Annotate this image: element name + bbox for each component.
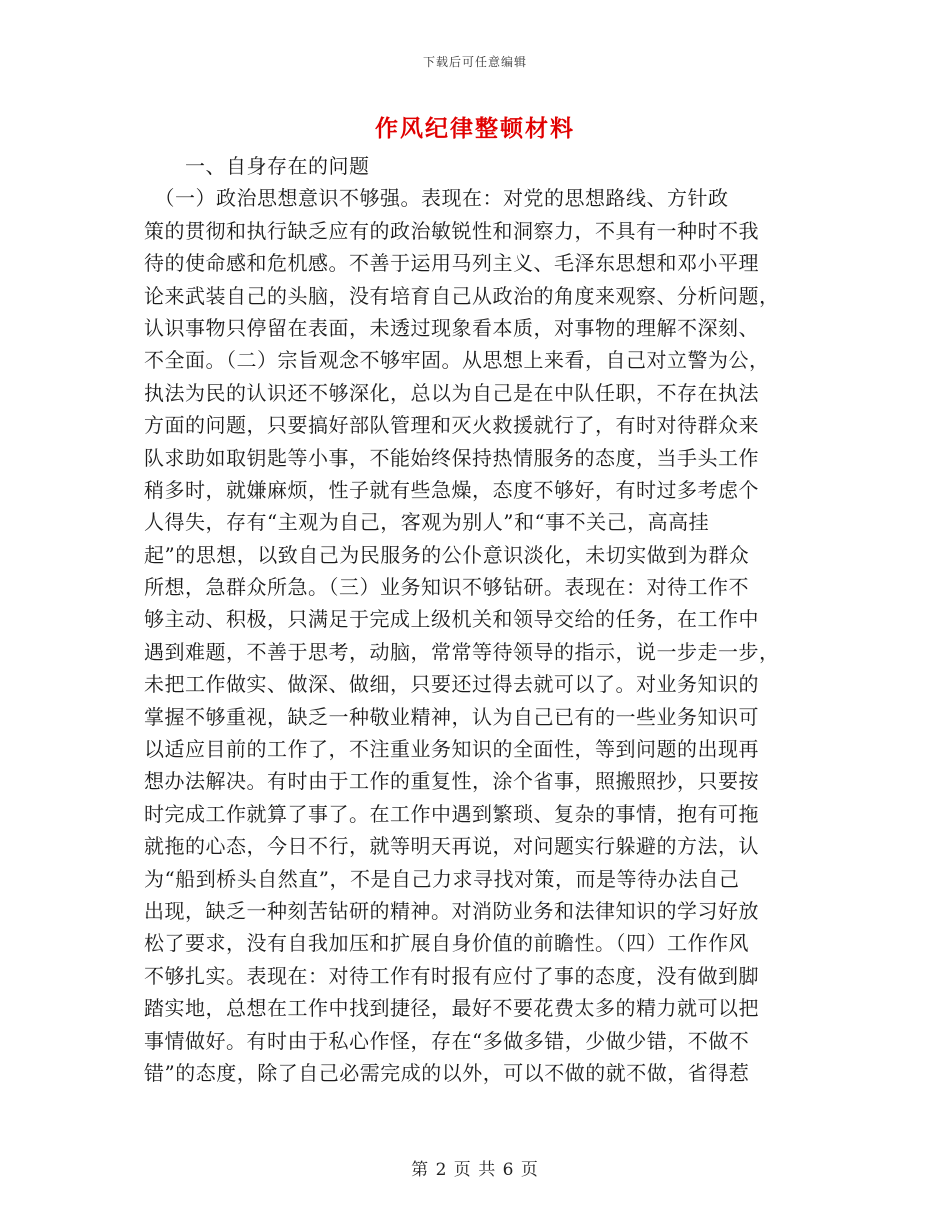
body-line: 就拖的心态，今日不行，就等明天再说，对问题实行躲避的方法，认 (144, 834, 759, 859)
body-line: 论来武装自己的头脑，没有培育自己从政治的角度来观察、分析问题， (144, 283, 780, 308)
body-line: 所想，急群众所急。（三）业务知识不够钻研。表现在：对待工作不 (144, 575, 749, 600)
body-line: 遇到难题，不善于思考，动脑，常常等待领导的指示，说一步走一步， (144, 639, 780, 664)
body-line: 时完成工作就算了事了。在工作中遇到繁琐、复杂的事情，抱有可拖 (144, 801, 759, 826)
body-line: 策的贯彻和执行缺乏应有的政治敏锐性和洞察力，不具有一种时不我 (144, 218, 759, 243)
body-line: 出现，缺乏一种刻苦钻研的精神。对消防业务和法律知识的学习好放 (144, 898, 759, 923)
header-note: 下载后可任意编辑 (422, 55, 527, 69)
body-line: 松了要求，没有自我加压和扩展自身价值的前瞻性。（四）工作作风 (144, 931, 749, 956)
body-line: 人得失，存有“主观为自己，客观为别人”和“事不关己，高高挂 (144, 510, 710, 535)
body-line: 掌握不够重视，缺乏一种敬业精神，认为自己已有的一些业务知识可 (144, 704, 759, 729)
body-line: 一、自身存在的问题 (144, 154, 370, 178)
body-line: 错”的态度，除了自己必需完成的以外，可以不做的就不做，省得惹 (144, 1060, 750, 1085)
document-body (144, 150, 804, 1089)
document-title: 作风纪律整顿材料 (375, 115, 575, 142)
body-line: 稍多时，就嫌麻烦，性子就有些急燥，态度不够好，有时过多考虑个 (144, 477, 759, 502)
body-line: 踏实地，总想在工作中找到捷径，最好不要花费太多的精力就可以把 (144, 996, 759, 1021)
body-line: （一）政治思想意识不够强。表现在：对党的思想路线、方针政 (144, 186, 729, 211)
body-line: 执法为民的认识还不够深化，总以为自己是在中队任职，不存在执法 (144, 380, 759, 405)
body-line: 不全面。（二）宗旨观念不够牢固。从思想上来看，自己对立警为公， (144, 348, 770, 373)
page-number-footer: 第 2 页 共 6 页 (411, 1160, 539, 1180)
body-line: 队求助如取钥匙等小事，不能始终保持热情服务的态度，当手头工作 (144, 445, 759, 470)
body-line: 未把工作做实、做深、做细，只要还过得去就可以了。对业务知识的 (144, 672, 759, 697)
body-line: 以适应目前的工作了，不注重业务知识的全面性，等到问题的出现再 (144, 737, 759, 762)
body-line: 不够扎实。表现在：对待工作有时报有应付了事的态度，没有做到脚 (144, 963, 759, 988)
body-line: 待的使命感和危机感。不善于运用马列主义、毛泽东思想和邓小平理 (144, 251, 759, 276)
body-line: 事情做好。有时由于私心作怪，存在“多做多错，少做少错，不做不 (144, 1028, 750, 1053)
body-line: 认识事物只停留在表面，未透过现象看本质，对事物的理解不深刻、 (144, 315, 759, 340)
body-line: 方面的问题，只要搞好部队管理和灭火救援就行了，有时对待群众来 (144, 413, 759, 438)
body-line: 为“船到桥头自然直”，不是自己力求寻找对策，而是等待办法自己 (144, 866, 740, 891)
body-line: 起”的思想，以致自己为民服务的公仆意识淡化，未切实做到为群众 (144, 542, 750, 567)
body-line: 够主动、积极，只满足于完成上级机关和领导交给的任务，在工作中 (144, 607, 759, 632)
body-line: 想办法解决。有时由于工作的重复性，涂个省事，照搬照抄，只要按 (144, 769, 759, 794)
